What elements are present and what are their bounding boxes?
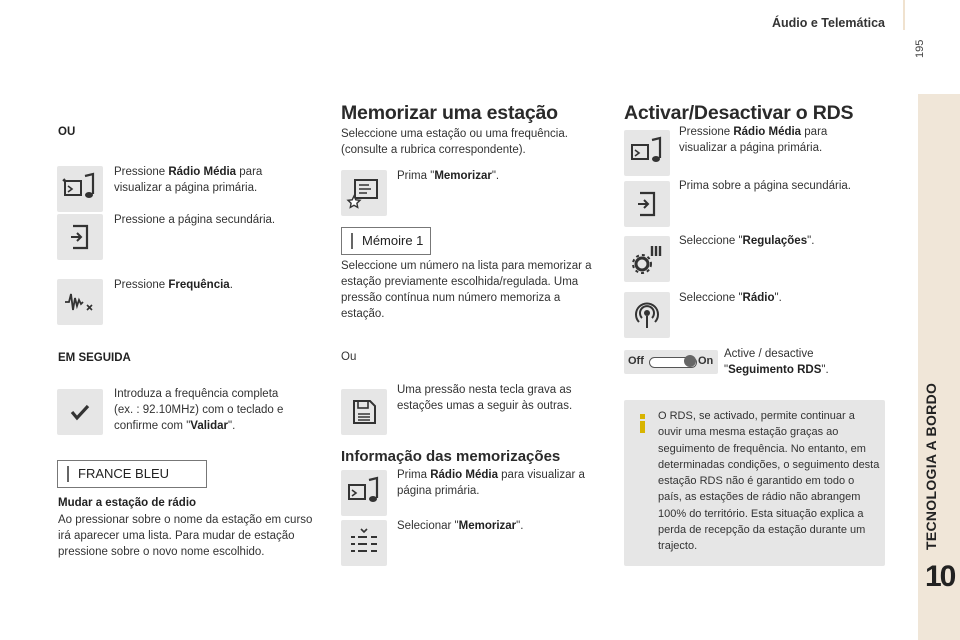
em-seguida-label: EM SEGUIDA xyxy=(58,352,131,364)
col3-title: Activar/Desactivar o RDS xyxy=(624,102,854,124)
info-text: O RDS, se activado, permite continuar a ouvir uma mesma estação graças ao seguimento de frequência. No entanto, em determinadas condições, o seguimento desta estação RDS não é garantido em todo o país, as estações de rádio não abrangem 100% do território. Esta situação explica a perda de recepção da estação durante um trajecto. xyxy=(658,410,880,553)
info-icon xyxy=(636,414,648,434)
col2-title: Memorizar uma estação xyxy=(341,102,558,124)
col2-step2: Uma pressão nesta tecla grava as estações umas a seguir às outras. xyxy=(397,384,573,412)
col2-para1: Seleccione um número na lista para memorizar a estação previamente escolhida/regulada. Uma pressão contínua num número memoriza a estação. xyxy=(341,260,592,320)
col2-intro: Seleccione uma estação ou uma frequência. (consulte a rubrica correspondente). xyxy=(341,128,568,156)
col3-step5: Active / desactive "Seguimento RDS". xyxy=(724,348,829,376)
chapter-title: TECNOLOGIA A BORDO xyxy=(923,382,939,550)
station-button-label: FRANCE BLEU xyxy=(78,466,170,481)
secondary-page-icon[interactable] xyxy=(624,181,670,227)
button-marker xyxy=(67,466,69,482)
validate-icon[interactable] xyxy=(57,389,103,435)
chapter-number: 10 xyxy=(925,560,955,593)
col2-ou: Ou xyxy=(341,351,357,363)
change-station-title: Mudar a estação de rádio xyxy=(58,497,197,509)
col3-step4: Seleccione "Rádio". xyxy=(679,292,782,304)
col2-step1: Prima "Memorizar". xyxy=(397,170,500,182)
settings-icon[interactable] xyxy=(624,236,670,282)
col1-step2: Pressione a página secundária. xyxy=(114,214,276,226)
col2-step4: Selecionar "Memorizar". xyxy=(397,520,524,532)
side-tab xyxy=(918,94,960,640)
toggle-off-label: Off xyxy=(628,355,644,367)
button-marker xyxy=(351,233,353,249)
radio-signal-icon[interactable] xyxy=(624,292,670,338)
col1-step3: Pressione Frequência. xyxy=(114,279,233,291)
change-station-text: Ao pressionar sobre o nome da estação em curso irá aparecer uma lista. Para mudar de estação pressione sobre o novo nome escolhido. xyxy=(58,514,313,558)
station-button[interactable] xyxy=(57,460,207,488)
save-all-icon[interactable] xyxy=(341,389,387,435)
col1-step4: Introduza a frequência completa (ex. : 92.10MHz) com o teclado e confirme com "Validar". xyxy=(114,388,284,432)
col3-step2: Prima sobre a página secundária. xyxy=(679,180,851,192)
frequency-icon[interactable] xyxy=(57,279,103,325)
col2-title2: Informação das memorizações xyxy=(341,448,561,465)
radio-media-icon[interactable] xyxy=(57,166,103,212)
radio-media-icon[interactable] xyxy=(624,130,670,176)
rds-toggle[interactable] xyxy=(624,350,718,374)
memorize-icon[interactable] xyxy=(341,170,387,216)
col3-step3: Seleccione "Regulações". xyxy=(679,235,815,247)
info-box xyxy=(624,400,885,566)
col2-step3: Prima Rádio Média para visualizar a página primária. xyxy=(397,469,585,497)
page-number: 195 xyxy=(914,39,926,58)
secondary-page-icon[interactable] xyxy=(57,214,103,260)
section-title: Áudio e Telemática xyxy=(772,16,885,30)
memory-button[interactable] xyxy=(341,227,431,255)
memory-list-icon[interactable] xyxy=(341,520,387,566)
header-divider xyxy=(903,0,905,30)
radio-media-icon[interactable] xyxy=(341,470,387,516)
col1-step1: Pressione Rádio Média para visualizar a página primária. xyxy=(114,166,263,194)
toggle-knob xyxy=(684,355,696,367)
col3-step1: Pressione Rádio Média para visualizar a página primária. xyxy=(679,126,828,154)
toggle-on-label: On xyxy=(698,355,714,367)
ou-label: OU xyxy=(58,126,76,138)
memory-button-label: Mémoire 1 xyxy=(362,233,424,248)
